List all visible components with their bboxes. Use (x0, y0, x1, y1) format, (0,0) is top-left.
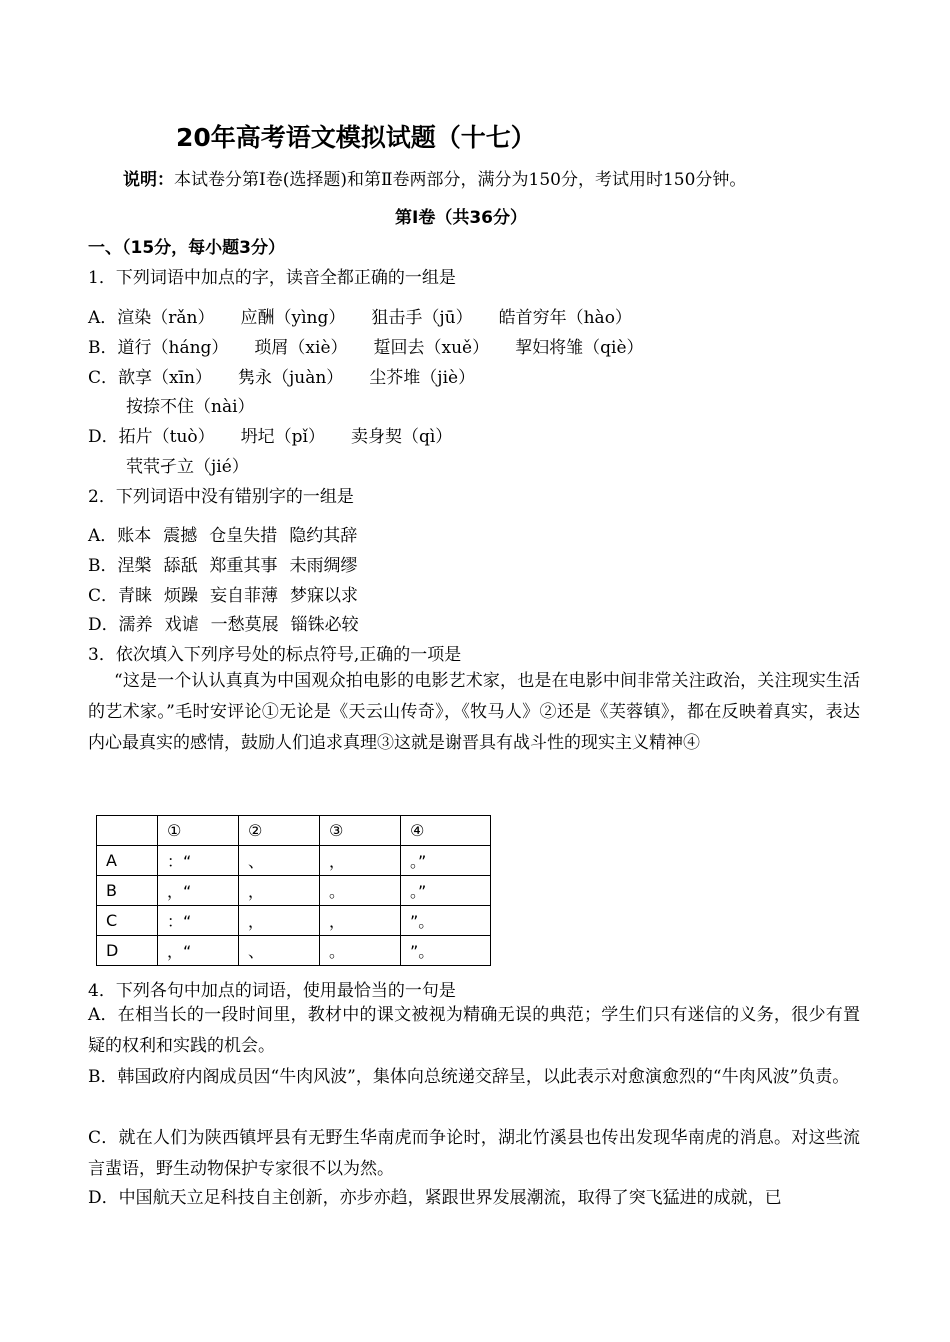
q2-option-d: D．濡养 戏谑 一愁莫展 锱铢必较 (88, 615, 359, 635)
q4-stem: 4．下列各句中加点的词语，使用最恰当的一句是 (88, 981, 456, 1001)
instructions-label: 说明： (123, 170, 174, 190)
q4-option-a: A．在相当长的一段时间里，教材中的课文被视为精确无误的典范；学生们只有迷信的义务，很少有置疑的权利和实践的机会。 (88, 1005, 860, 1056)
q1-option-a: A．渲染（rǎn） 应酬（yìng） 狙击手（jū） 皓首穷年（hào） (88, 308, 632, 328)
table-row: B ，“ ， 。 。” (97, 876, 491, 906)
q3-answer-table (96, 815, 491, 966)
section-heading: 一、（15分，每小题3分） (88, 238, 285, 258)
table-row: D ，“ 、 。 ”。 (97, 936, 491, 966)
volume-heading: 第Ⅰ卷（共36分） (395, 208, 527, 228)
q4-option-c: C．就在人们为陕西镇坪县有无野生华南虎而争论时，湖北竹溪县也传出发现华南虎的消息。对这些流言蜚语，野生动物保护专家很不以为然。 (88, 1128, 860, 1179)
table-row: A ：“ 、 ， 。” (97, 846, 491, 876)
q4-option-d: D．中国航天立足科技自主创新，亦步亦趋，紧跟世界发展潮流，取得了突飞猛进的成就，已 (88, 1188, 782, 1208)
q4-option-b: B．韩国政府内阁成员因“牛肉风波”，集体向总统递交辞呈，以此表示对愈演愈烈的“牛肉风波”负责。 (88, 1067, 850, 1087)
q3-stem: 3．依次填入下列序号处的标点符号,正确的一项是 (88, 645, 462, 665)
q2-option-a: A．账本 震撼 仓皇失措 隐约其辞 (88, 526, 358, 546)
q1-option-b: B．道行（háng） 琐屑（xiè） 踅回去（xuě） 挈妇将雏（qiè） (88, 338, 644, 358)
q2-stem: 2．下列词语中没有错别字的一组是 (88, 487, 354, 507)
q1-stem: 1．下列词语中加点的字，读音全都正确的一组是 (88, 268, 456, 288)
q1-option-d-cont: 茕茕孑立（jié） (126, 457, 249, 477)
instructions-text: 本试卷分第Ⅰ卷(选择题)和第Ⅱ卷两部分，满分为150分，考试用时150分钟。 (174, 170, 747, 190)
table-row: C ：“ ， ， ”。 (97, 906, 491, 936)
exam-instructions (123, 165, 746, 190)
table-header-row: ① ② ③ ④ (97, 816, 491, 846)
q3-passage: “这是一个认认真真为中国观众拍电影的电影艺术家，也是在电影中间非常关注政治，关注现实生活的艺术家。”毛时安评论①无论是《天云山传奇》，《牧马人》②还是《芙蓉镇》，都在反映着真实，表达内心最真实的感情，鼓励人们追求真理③这就是谢晋具有战斗性的现实主义精神④ (88, 671, 860, 753)
q1-option-c: C．歆享（xīn） 隽永（juàn） 尘芥堆（jiè） (88, 368, 476, 388)
page-title: 20年高考语文模拟试题（十七） (176, 123, 536, 152)
q1-option-c-cont: 按捺不住（nài） (126, 397, 255, 417)
q2-option-c: C．青睐 烦躁 妄自菲薄 梦寐以求 (88, 586, 359, 606)
q1-option-d: D．拓片（tuò） 坍圮（pǐ） 卖身契（qì） (88, 427, 453, 447)
q2-option-b: B．涅槃 舔舐 郑重其事 未雨绸缪 (88, 556, 358, 576)
